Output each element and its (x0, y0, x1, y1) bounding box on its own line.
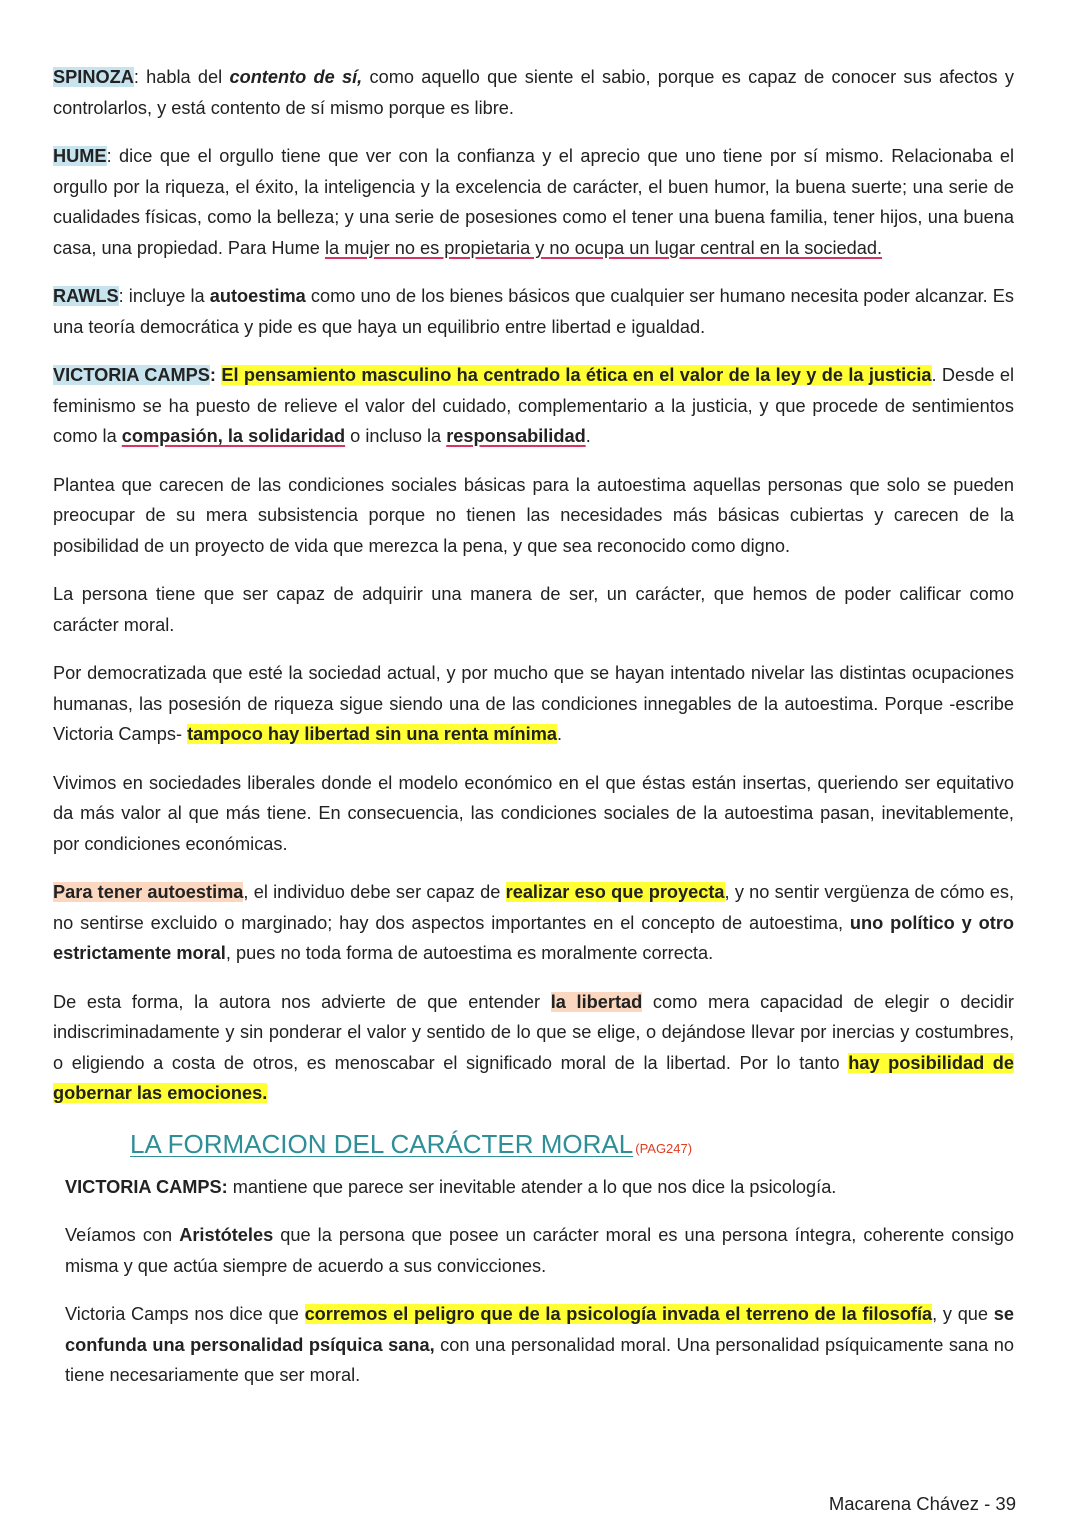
paragraph-text: , y no sentir vergüenza de cómo es, no sentirse excluido o marginado; hay dos aspectos importantes en el concepto de autoestima, (53, 882, 1014, 933)
bold-term: Aristóteles (179, 1225, 274, 1245)
paragraph-liberal-societies: Vivimos en sociedades liberales donde el modelo económico en el que éstas están insertas, queriendo ser equitativo da más valor al que más tiene. En consecuencia, las condiciones sociales de la autoestima pasan, inevitablemente, por condiciones económicas. (53, 772, 1014, 854)
highlighted-phrase: hay posibilidad de gobernar las emociones. (53, 1052, 1014, 1103)
highlighted-phrase: corremos el peligro que de la psicología invada el terreno de la filosofía (304, 1304, 933, 1324)
highlighted-phrase: Para tener autoestima (53, 882, 244, 902)
page-reference: (PAG247) (635, 1140, 693, 1156)
underlined-phrase: compasión, la solidaridad (121, 426, 346, 446)
paragraph-text: : habla del (133, 67, 230, 87)
page-footer: Macarena Chávez - 39 (828, 1493, 1016, 1514)
author-name-rawls: RAWLS (53, 286, 119, 306)
paragraph-text: como aquello que siente el sabio, porque es capaz de conocer sus afectos y controlarlos, y está contento de sí mismo porque es libre. (53, 67, 1014, 118)
bold-phrase: se confunda una personalidad psíquica sana, (65, 1304, 1014, 1355)
key-term: contento de sí, (229, 67, 363, 87)
underlined-phrase: responsabilidad (446, 426, 586, 446)
paragraph-text: Victoria Camps nos dice que (65, 1304, 305, 1324)
paragraph-text: Por democratizada que esté la sociedad actual, y por mucho que se hayan intentado nivelar las distintas ocupaciones humanas, las posesión de riqueza sigue siendo una de las condiciones innegables de la autoestima. Porque -escribe Victoria Camps- (53, 663, 1014, 744)
author-name-camps: VICTORIA CAMPS: (65, 1176, 228, 1197)
paragraph-text: , y que (932, 1304, 994, 1324)
highlighted-phrase: El pensamiento masculino ha centrado la ética en el valor de la ley y de la justicia (221, 365, 932, 385)
paragraph-text: que la persona que posee un carácter moral es una persona íntegra, coherente consigo misma y que actúa siempre de acuerdo a sus convicciones. (65, 1225, 1015, 1276)
paragraph-text: De esta forma, la autora nos advierte de que entender (53, 991, 551, 1012)
paragraph-text: Veíamos con (65, 1225, 180, 1245)
paragraph-moral-character: La persona tiene que ser capaz de adquirir una manera de ser, un carácter, que hemos de poder calificar como carácter moral. (53, 584, 1014, 635)
paragraph-text: como uno de los bienes básicos que cualquier ser humano necesita poder alcanzar. Es una teoría democrática y pide es que haya un equilibrio entre libertad e igualdad. (53, 286, 1014, 337)
author-name-camps: VICTORIA CAMPS (53, 365, 210, 385)
paragraph-rawls (53, 281, 1014, 342)
paragraph-text: . Desde el feminismo se ha puesto de relieve el valor del cuidado, complementario a la justicia, y que procede de sentimientos como la (53, 365, 1014, 446)
paragraph-text: : incluye la (118, 286, 210, 306)
paragraph-camps-psychology (65, 1172, 1014, 1203)
section-title: LA FORMACION DEL CARÁCTER MORAL (130, 1128, 634, 1159)
highlighted-phrase: tampoco hay libertad sin una renta mínima (187, 724, 557, 744)
paragraph-freedom (53, 987, 1014, 1109)
paragraph-self-esteem (53, 877, 1014, 969)
paragraph-hume (53, 141, 1014, 263)
section-heading (130, 1127, 1014, 1166)
highlighted-phrase: la libertad (550, 991, 643, 1012)
paragraph-text: como mera capacidad de elegir o decidir indiscriminadamente y sin ponderar el valor y sentido de lo que se elige, o dejándose llevar por inercias y costumbres, o eligiendo a costa de otros, es menoscabar el significado moral de la libertad. Por lo tanto (53, 991, 1014, 1073)
paragraph-text: , pues no toda forma de autoestima es moralmente correcta. (225, 943, 714, 963)
paragraph-aristotle (65, 1220, 1014, 1281)
paragraph-text: , el individuo debe ser capaz de (243, 882, 506, 902)
paragraph-spinoza (53, 62, 1014, 123)
author-name-hume: HUME (53, 146, 107, 166)
highlighted-phrase: realizar eso que proyecta (505, 882, 725, 902)
page-content (53, 62, 1014, 1409)
underlined-phrase: la mujer no es propietaria y no ocupa un lugar central en la sociedad. (324, 237, 883, 258)
paragraph-wealth: Por democratizada que esté la sociedad actual, y por mucho que se hayan intentado nivelar las distintas ocupaciones humanas, las posesión de riqueza sigue siendo una de las condiciones innegables de la autoestima. Porque -escribe Victoria Camps- tampoco hay libertad sin una renta mínima. (53, 663, 1014, 744)
paragraph-text: : dice que el orgullo tiene que ver con la confianza y el aprecio que uno tiene por sí mismo. Relacionaba el orgullo por la riqueza, el éxito, la inteligencia y la excelencia de carácter, el buen humor, la buena suerte; una serie de cualidades físicas, como la belleza; y una serie de posesiones como el tener una buena familia, tener hijos, una buena casa, una propiedad. Para Hume (53, 146, 1014, 258)
paragraph-basic-conditions: Plantea que carecen de las condiciones sociales básicas para la autoestima aquellas personas que solo se pueden preocupar de su mera subsistencia porque no tienen las necesidades más básicas cubiertas y carecen de la posibilidad de un proyecto de vida que merezca la pena, y que sea reconocido como digno. (53, 474, 1014, 556)
bold-term: autoestima (209, 286, 306, 306)
paragraph-psychology-danger (65, 1299, 1014, 1391)
bold-phrase: uno político y otro estrictamente moral (53, 912, 1015, 963)
paragraph-text: con una personalidad moral. Una personalidad psíquicamente sana no tiene necesariamente que ser moral. (65, 1334, 1014, 1385)
paragraph-camps: VICTORIA CAMPS: El pensamiento masculino ha centrado la ética en el valor de la ley y de la justicia. Desde el feminismo se ha puesto de relieve el valor del cuidado, complementario a la justicia, y que procede de sentimientos como la compasión, la solidaridad o incluso la responsabilidad. (53, 365, 1014, 446)
author-name-spinoza: SPINOZA (53, 67, 134, 87)
paragraph-text: mantiene que parece ser inevitable atender a lo que nos dice la psicología. (227, 1176, 837, 1197)
paragraph-text: o incluso la (345, 426, 447, 446)
